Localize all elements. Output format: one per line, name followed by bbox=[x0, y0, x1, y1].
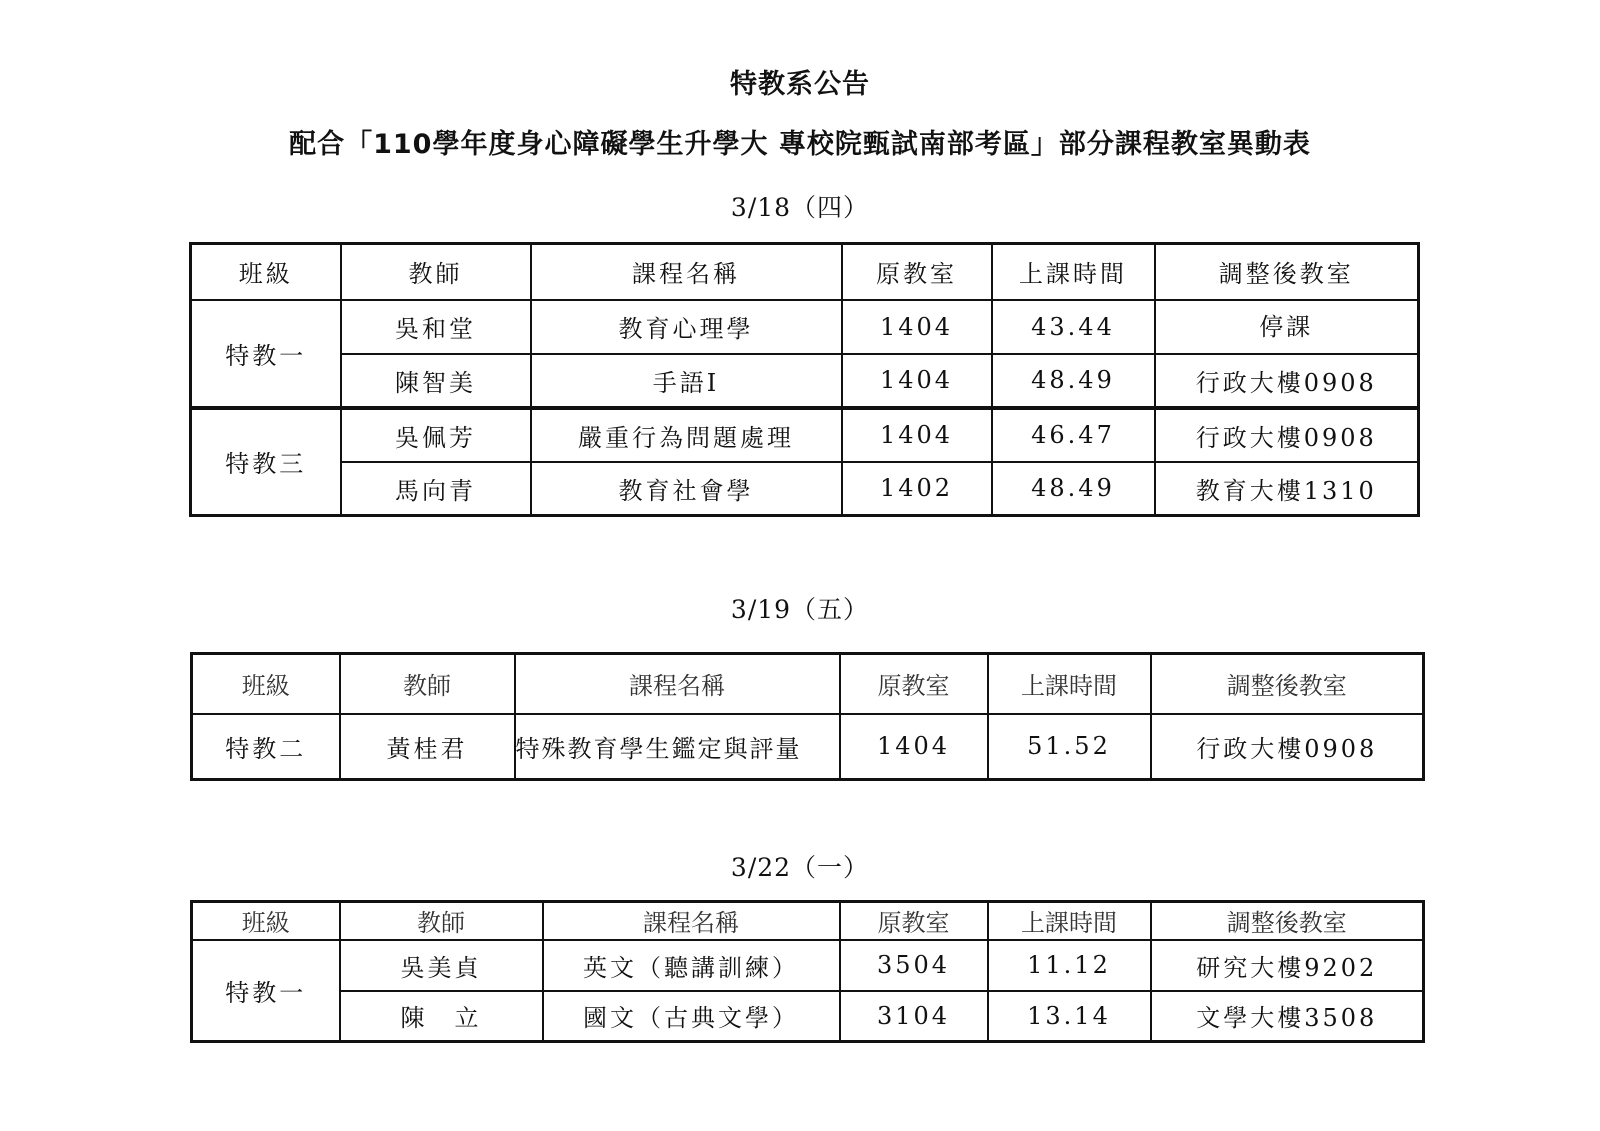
table-row bbox=[192, 714, 1424, 780]
header-course: 課程名稱 bbox=[543, 902, 840, 940]
schedule-table bbox=[190, 900, 1425, 1043]
new-room-cell: 教育大樓1310 bbox=[1155, 462, 1419, 516]
class-cell: 特教三 bbox=[191, 408, 341, 516]
page-subtitle: 配合「110學年度身心障礙學生升學大 專校院甄試南部考區」部分課程教室異動表 bbox=[289, 129, 1311, 160]
table-row bbox=[191, 408, 1419, 462]
teacher-cell: 馬向青 bbox=[341, 462, 531, 516]
new-room-cell: 行政大樓0908 bbox=[1155, 354, 1419, 408]
table-row bbox=[192, 991, 1424, 1042]
header-class: 班級 bbox=[191, 244, 341, 300]
section-date: 3/18（四） bbox=[730, 193, 870, 222]
room-cell: 3504 bbox=[840, 940, 988, 991]
new-room-cell: 停課 bbox=[1155, 300, 1419, 354]
new-room-cell: 文學大樓3508 bbox=[1151, 991, 1424, 1042]
room-cell: 1404 bbox=[842, 408, 992, 462]
header-time: 上課時間 bbox=[988, 654, 1151, 714]
table-row bbox=[191, 300, 1419, 354]
header-time: 上課時間 bbox=[992, 244, 1155, 300]
teacher-cell: 吳美貞 bbox=[340, 940, 543, 991]
time-cell: 13.14 bbox=[988, 991, 1151, 1042]
course-cell: 手語Ⅰ bbox=[531, 354, 842, 408]
header-course: 課程名稱 bbox=[515, 654, 840, 714]
room-cell: 1404 bbox=[840, 714, 988, 780]
section-date: 3/22（一） bbox=[730, 853, 870, 882]
new-room-cell: 研究大樓9202 bbox=[1151, 940, 1424, 991]
teacher-cell: 吳佩芳 bbox=[341, 408, 531, 462]
time-cell: 46.47 bbox=[992, 408, 1155, 462]
time-cell: 11.12 bbox=[988, 940, 1151, 991]
header-new-room: 調整後教室 bbox=[1151, 654, 1424, 714]
section-date: 3/19（五） bbox=[730, 595, 870, 624]
room-cell: 1404 bbox=[842, 300, 992, 354]
header-room: 原教室 bbox=[840, 902, 988, 940]
header-teacher: 教師 bbox=[341, 244, 531, 300]
time-cell: 48.49 bbox=[992, 354, 1155, 408]
course-cell: 國文（古典文學） bbox=[543, 991, 840, 1042]
course-cell: 教育社會學 bbox=[531, 462, 842, 516]
class-cell: 特教一 bbox=[192, 940, 340, 1042]
class-cell: 特教一 bbox=[191, 300, 341, 408]
course-cell: 特殊教育學生鑑定與評量 bbox=[515, 714, 840, 780]
header-teacher: 教師 bbox=[340, 902, 543, 940]
header-time: 上課時間 bbox=[988, 902, 1151, 940]
course-cell: 嚴重行為問題處理 bbox=[531, 408, 842, 462]
time-cell: 43.44 bbox=[992, 300, 1155, 354]
course-cell: 教育心理學 bbox=[531, 300, 842, 354]
header-course: 課程名稱 bbox=[531, 244, 842, 300]
room-cell: 1402 bbox=[842, 462, 992, 516]
table-row bbox=[192, 940, 1424, 991]
schedule-table bbox=[189, 242, 1420, 517]
header-teacher: 教師 bbox=[340, 654, 515, 714]
header-new-room: 調整後教室 bbox=[1151, 902, 1424, 940]
teacher-cell: 陳 立 bbox=[340, 991, 543, 1042]
header-class: 班級 bbox=[192, 654, 340, 714]
header-room: 原教室 bbox=[840, 654, 988, 714]
class-cell: 特教二 bbox=[192, 714, 340, 780]
schedule-table bbox=[190, 652, 1425, 781]
course-cell: 英文（聽講訓練） bbox=[543, 940, 840, 991]
teacher-cell: 陳智美 bbox=[341, 354, 531, 408]
time-cell: 48.49 bbox=[992, 462, 1155, 516]
room-cell: 3104 bbox=[840, 991, 988, 1042]
time-cell: 51.52 bbox=[988, 714, 1151, 780]
room-cell: 1404 bbox=[842, 354, 992, 408]
header-room: 原教室 bbox=[842, 244, 992, 300]
header-class: 班級 bbox=[192, 902, 340, 940]
page-title: 特教系公告 bbox=[730, 69, 870, 100]
new-room-cell: 行政大樓0908 bbox=[1155, 408, 1419, 462]
table-row bbox=[191, 354, 1419, 408]
header-new-room: 調整後教室 bbox=[1155, 244, 1419, 300]
teacher-cell: 吳和堂 bbox=[341, 300, 531, 354]
new-room-cell: 行政大樓0908 bbox=[1151, 714, 1424, 780]
teacher-cell: 黃桂君 bbox=[340, 714, 515, 780]
table-row bbox=[191, 462, 1419, 516]
